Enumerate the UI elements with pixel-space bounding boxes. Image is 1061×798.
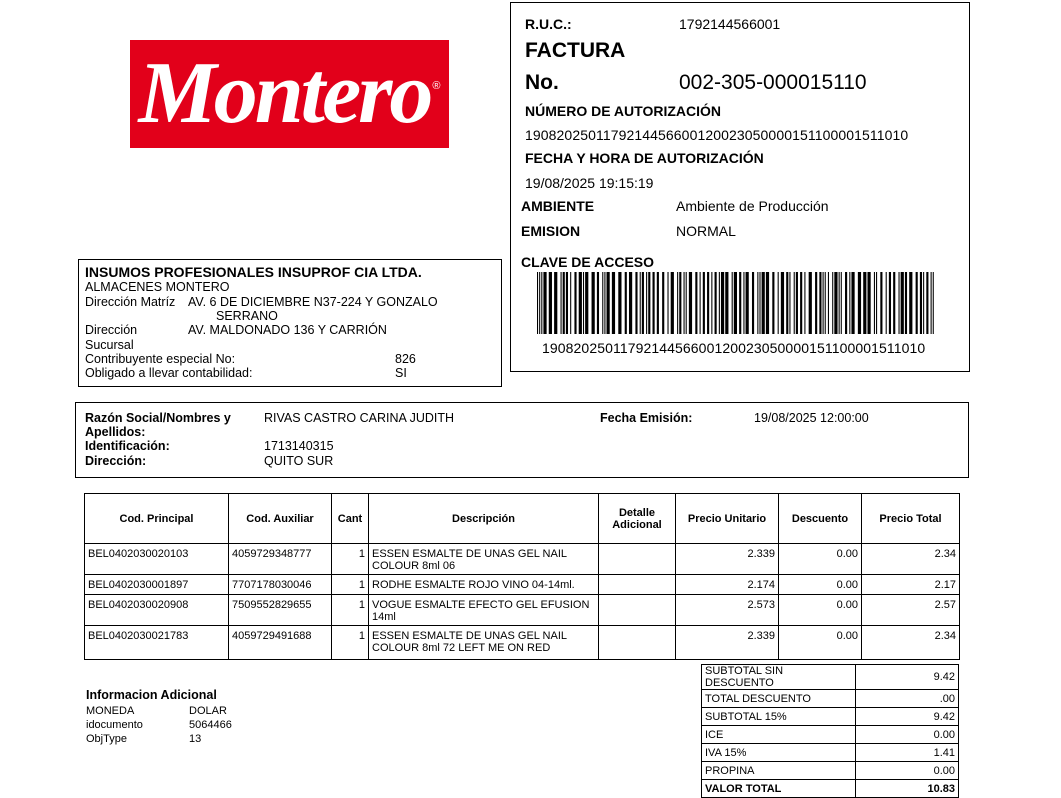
barcode-bar: [916, 272, 918, 334]
barcode-bar: [849, 272, 850, 334]
barcode-bar: [909, 272, 912, 334]
barcode-bar: [743, 272, 744, 334]
auth-date: 19/08/2025 19:15:19: [525, 175, 654, 191]
barcode-bar: [667, 272, 668, 334]
barcode-bar: [796, 272, 798, 334]
grand-total-value: 10.83: [856, 780, 959, 798]
col-detalle-2: Adicional: [612, 518, 662, 531]
barcode-bar: [725, 272, 728, 334]
barcode-bar: [845, 272, 847, 334]
contab-label: Obligado a llevar contabilidad:: [85, 366, 253, 380]
cell-total: 2.17: [862, 575, 960, 595]
barcode-bar: [920, 272, 922, 334]
barcode-bar: [752, 272, 754, 334]
desc-line1: VOGUE ESMALTE EFECTO GEL EFUSION: [372, 599, 590, 611]
barcode-bar: [772, 272, 774, 334]
especial-value: 826: [395, 352, 416, 366]
id-value: 1713140315: [264, 439, 334, 453]
col-precio-unitario: Precio Unitario: [676, 494, 779, 544]
razon-label-2: Apellidos:: [85, 425, 146, 439]
cell-aux: 7707178030046: [229, 575, 332, 595]
cell-cant: 1: [332, 626, 369, 660]
cell-unit: 2.573: [676, 595, 779, 626]
cell-dscto: 0.00: [779, 575, 862, 595]
barcode-bar: [804, 272, 805, 334]
cell-aux: 7509552829655: [229, 595, 332, 626]
barcode-bar: [721, 272, 724, 334]
additional-info: [86, 688, 232, 747]
barcode-bar: [612, 272, 615, 334]
especial-label: Contribuyente especial No:: [85, 352, 236, 366]
barcode-bar: [823, 272, 824, 334]
col-detalle-1: Detalle: [618, 506, 656, 519]
barcode-bar: [657, 272, 659, 334]
cell-desc: [369, 595, 599, 626]
barcode-bar: [561, 272, 562, 334]
ambiente-label: AMBIENTE: [521, 198, 595, 214]
auth-date-label: FECHA Y HORA DE AUTORIZACIÓN: [525, 150, 764, 166]
desc-line2: COLOUR 8ml 72 LEFT ME ON RED: [372, 642, 551, 654]
barcode-bar: [642, 272, 644, 334]
barcode-bar: [757, 272, 758, 334]
desc-line1: ESSEN ESMALTE DE UNAS GEL NAIL: [372, 630, 568, 642]
barcode-bar: [876, 272, 877, 334]
registered-mark: ®: [432, 80, 441, 92]
info-row: [86, 733, 217, 747]
fecha-label: Fecha Emisión:: [600, 411, 693, 425]
client-box: [75, 402, 969, 478]
cell-cant: 1: [332, 544, 369, 575]
barcode-bar: [781, 272, 784, 334]
cell-desc: [369, 544, 599, 575]
barcode-bar: [604, 272, 605, 334]
client-name: RIVAS CASTRO CARINA JUDITH: [264, 411, 455, 425]
total-label: PROPINA: [702, 762, 856, 780]
barcode-bar: [825, 272, 826, 334]
barcode-bar: [898, 272, 899, 334]
items-table: [84, 493, 960, 660]
total-label: TOTAL DESCUENTO: [702, 690, 856, 708]
col-detalle: [599, 494, 676, 544]
barcode-bar: [858, 272, 861, 334]
info-row: [86, 705, 227, 719]
total-value: 1.41: [856, 744, 959, 762]
barcode-bar: [766, 272, 769, 334]
grand-total-label: VALOR TOTAL: [702, 780, 856, 798]
barcode-bar: [554, 272, 557, 334]
clave-label: CLAVE DE ACCESO: [521, 254, 655, 270]
ruc-value: 1792144566001: [679, 16, 781, 32]
dir-value: QUITO SUR: [264, 454, 334, 468]
total-value: 0.00: [856, 762, 959, 780]
barcode-bar: [889, 272, 891, 334]
auth-number: 1908202501179214456600120023050000151100001511010: [525, 127, 909, 143]
col-cod-auxiliar: Cod. Auxiliar: [229, 494, 332, 544]
cell-cant: 1: [332, 595, 369, 626]
barcode-bar: [933, 272, 934, 334]
info-key: MONEDA: [86, 705, 135, 717]
matriz-label: Dirección Matríz: [85, 295, 176, 309]
cell-dscto: 0.00: [779, 595, 862, 626]
col-cant: Cant: [332, 494, 369, 544]
barcode-bar: [679, 272, 681, 334]
total-label: SUBTOTAL SIN DESCUENTO: [702, 665, 856, 690]
barcode-bar: [874, 272, 875, 334]
grand-total-row: [702, 780, 959, 798]
info-value: 13: [189, 733, 202, 745]
cell-cant: 1: [332, 575, 369, 595]
barcode-bar: [901, 272, 904, 334]
contab-value: SI: [395, 366, 407, 380]
barcode-bar: [597, 272, 599, 334]
barcode-bar: [786, 272, 788, 334]
desc-line2: COLOUR 8ml 06: [372, 560, 456, 572]
barcode-bar: [543, 272, 546, 334]
barcode-bar: [640, 272, 641, 334]
cell-detalle: [599, 544, 676, 575]
barcode-bar: [893, 272, 895, 334]
barcode-bar: [863, 272, 866, 334]
barcode-bar: [537, 272, 538, 334]
barcode-bar: [629, 272, 632, 334]
barcode-bar: [819, 272, 821, 334]
barcode-bar: [592, 272, 595, 334]
barcode-bar: [566, 272, 568, 334]
ruc-label: R.U.C.:: [525, 16, 572, 32]
cell-aux: 4059729491688: [229, 626, 332, 660]
cell-unit: 2.339: [676, 544, 779, 575]
cell-detalle: [599, 626, 676, 660]
barcode-bar: [583, 272, 584, 334]
barcode-bar: [686, 272, 687, 334]
total-label: SUBTOTAL 15%: [702, 708, 856, 726]
sucursal-label-1: Dirección: [85, 323, 138, 337]
info-value: 5064466: [189, 719, 232, 731]
number-label: No.: [525, 71, 559, 94]
emision-label: EMISION: [521, 223, 581, 239]
totals-table: [701, 664, 959, 798]
cell-total: 2.34: [862, 544, 960, 575]
invoice-number: 002-305-000015110: [679, 71, 867, 94]
items-header-row: [85, 494, 960, 544]
cell-unit: 2.174: [676, 575, 779, 595]
col-precio-total: Precio Total: [862, 494, 960, 544]
col-descuento: Descuento: [779, 494, 862, 544]
table-row: [85, 595, 960, 626]
barcode-bar: [931, 272, 932, 334]
clave-value: 1908202501179214456600120023050000151100001511010: [542, 340, 926, 356]
total-value: 9.42: [856, 665, 959, 690]
barcode-bar: [809, 272, 812, 334]
barcode-bar: [815, 272, 817, 334]
barcode-bar: [851, 272, 854, 334]
desc-line1: ESSEN ESMALTE DE UNAS GEL NAIL: [372, 548, 568, 560]
barcode-bar: [570, 272, 571, 334]
table-row: [85, 575, 960, 595]
barcode-bar: [653, 272, 655, 334]
info-key: idocumento: [86, 719, 143, 731]
barcode-bar: [671, 272, 674, 334]
total-value: .00: [856, 690, 959, 708]
cell-detalle: [599, 595, 676, 626]
totals-row: [702, 665, 959, 690]
cell-cod: BEL0402030020908: [85, 595, 229, 626]
barcode-bar: [711, 272, 712, 334]
cell-unit: 2.339: [676, 626, 779, 660]
brand-name: Montero: [138, 45, 431, 142]
barcode-bar: [746, 272, 749, 334]
barcode-bar: [841, 272, 842, 334]
barcode-bar: [541, 272, 542, 334]
barcode-bar: [880, 272, 882, 334]
barcode-bar: [905, 272, 907, 334]
table-row: [85, 626, 960, 660]
barcode-bar: [778, 272, 779, 334]
barcode-bar: [607, 272, 610, 334]
totals-row: [702, 708, 959, 726]
info-row: [86, 719, 232, 733]
matriz-line1: AV. 6 DE DICIEMBRE N37-224 Y GONZALO: [188, 295, 438, 309]
barcode-bar: [715, 272, 717, 334]
barcode-bar: [585, 272, 588, 334]
info-key: ObjType: [86, 733, 127, 745]
emision-value: NORMAL: [676, 223, 736, 239]
info-title: Informacion Adicional: [86, 688, 217, 702]
cell-desc: RODHE ESMALTE ROJO VINO 04-14ml.: [369, 575, 599, 595]
emitter-box: [78, 259, 502, 387]
total-value: 0.00: [856, 726, 959, 744]
barcode-bar: [800, 272, 802, 334]
barcode-bar: [732, 272, 733, 334]
barcode-bar: [635, 272, 637, 334]
barcode-bar: [549, 272, 552, 334]
barcode-bar: [689, 272, 692, 334]
id-label: Identificación:: [85, 439, 170, 453]
barcode-bar: [574, 272, 576, 334]
col-cod-principal: Cod. Principal: [85, 494, 229, 544]
barcode-bar: [618, 272, 621, 334]
barcode-bar: [703, 272, 705, 334]
brand-logo: [130, 40, 449, 148]
barcode-bar: [923, 272, 924, 334]
barcode-bar: [602, 272, 603, 334]
barcode-bar: [684, 272, 685, 334]
auth-label: NÚMERO DE AUTORIZACIÓN: [525, 103, 721, 119]
cell-total: 2.57: [862, 595, 960, 626]
totals-row: [702, 744, 959, 762]
desc-line2: 14ml: [372, 611, 396, 623]
total-value: 9.42: [856, 708, 959, 726]
barcode-bar: [867, 272, 870, 334]
barcode-bar: [539, 272, 540, 334]
barcode-bar: [700, 272, 701, 334]
cell-dscto: 0.00: [779, 544, 862, 575]
barcode-bar: [886, 272, 887, 334]
emitter-name: INSUMOS PROFESIONALES INSUPROF CIA LTDA.: [85, 264, 422, 280]
barcode-bar: [563, 272, 565, 334]
emitter-trade-name: ALMACENES MONTERO: [85, 280, 230, 294]
barcode-bar: [759, 272, 760, 334]
col-descripcion: Descripción: [369, 494, 599, 544]
info-value: DOLAR: [189, 705, 227, 717]
sucursal-address: AV. MALDONADO 136 Y CARRIÓN: [188, 323, 387, 337]
totals-row: [702, 726, 959, 744]
cell-aux: 4059729348777: [229, 544, 332, 575]
barcode-bar: [832, 272, 833, 334]
barcode-bar: [834, 272, 837, 334]
barcode-bar: [695, 272, 697, 334]
barcode-bar: [662, 272, 664, 334]
barcode-bar: [926, 272, 928, 334]
barcode-bar: [579, 272, 582, 334]
cell-cod: BEL0402030020103: [85, 544, 229, 575]
access-key-barcode: [537, 272, 937, 334]
barcode-bar: [625, 272, 627, 334]
barcode-bar: [719, 272, 720, 334]
cell-detalle: [599, 575, 676, 595]
matriz-line2: SERRANO: [216, 309, 278, 323]
barcode-bar: [739, 272, 741, 334]
razon-label-1: Razón Social/Nombres y: [85, 411, 231, 425]
dir-label: Dirección:: [85, 454, 147, 468]
barcode-bar: [648, 272, 650, 334]
cell-desc: [369, 626, 599, 660]
cell-cod: BEL0402030021783: [85, 626, 229, 660]
total-label: IVA 15%: [702, 744, 856, 762]
ambiente-value: Ambiente de Producción: [676, 198, 829, 214]
cell-cod: BEL0402030001897: [85, 575, 229, 595]
barcode-bar: [762, 272, 765, 334]
total-label: ICE: [702, 726, 856, 744]
cell-dscto: 0.00: [779, 626, 862, 660]
barcode-bar: [677, 272, 678, 334]
barcode-bar: [646, 272, 647, 334]
barcode-bar: [734, 272, 737, 334]
totals-row: [702, 690, 959, 708]
sucursal-label-2: Sucursal: [85, 338, 134, 352]
barcode-bar: [789, 272, 790, 334]
cell-total: 2.34: [862, 626, 960, 660]
fecha-value: 19/08/2025 12:00:00: [754, 411, 869, 425]
barcode-bar: [839, 272, 840, 334]
barcode-bar: [707, 272, 709, 334]
table-row: [85, 544, 960, 575]
doc-type: FACTURA: [525, 39, 626, 62]
barcode-bar: [794, 272, 795, 334]
totals-row: [702, 762, 959, 780]
barcode-bar: [828, 272, 829, 334]
